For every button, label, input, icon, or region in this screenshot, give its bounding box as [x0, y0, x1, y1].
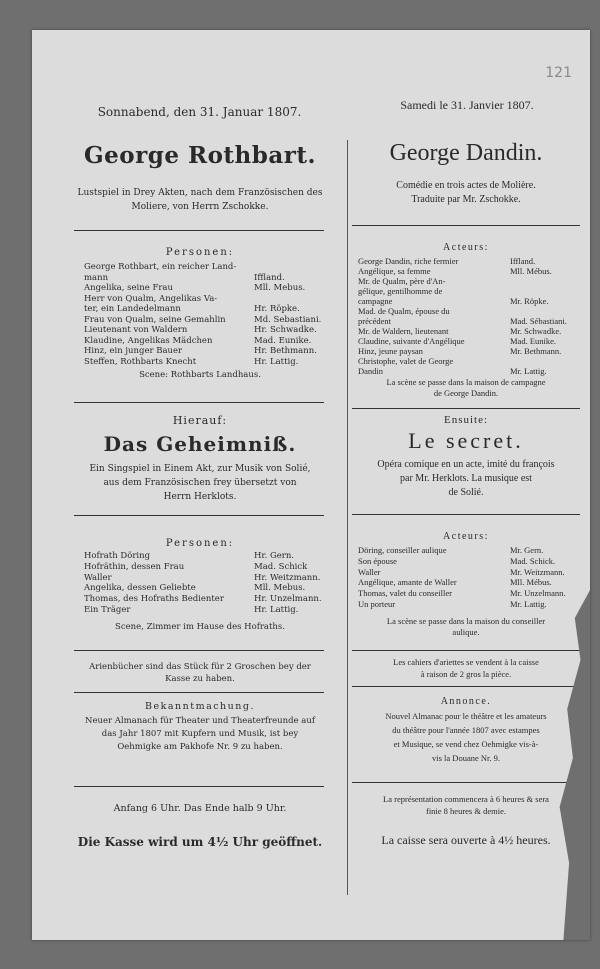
title2-german: Das Geheimniß.: [103, 432, 297, 456]
notice-heading-french: Annonce.: [440, 696, 492, 707]
actor-name: Mad. Sébastiani.: [510, 316, 567, 326]
actor-name: Mad. Schick: [254, 561, 308, 572]
subtitle2-french-3: de Solié.: [448, 487, 484, 498]
cast-row: [84, 304, 324, 315]
role-name: Waller: [84, 572, 112, 583]
torn-edge: [552, 590, 590, 940]
rule: [352, 408, 580, 409]
role-name: Frau von Qualm, seine Gemahlin: [84, 314, 226, 325]
rule: [74, 786, 324, 787]
actor-name: Hr. Schwadke.: [254, 325, 317, 335]
cast-row: [358, 276, 580, 286]
cast-heading-french: Acteurs:: [443, 242, 489, 253]
role-name: Döring, conseiller aulique: [358, 545, 447, 555]
notice-french-3: et Musique, se vend chez Oehmigke vis-à-: [393, 739, 539, 749]
cast-row: [84, 325, 324, 336]
role-name: Angélique, sa femme: [358, 266, 431, 276]
cast-row: [358, 556, 580, 567]
actor-name: Mll. Mébus.: [510, 577, 552, 588]
role-name: Hofräthin, dessen Frau: [84, 561, 185, 572]
role-name: Waller: [358, 566, 381, 577]
role-name: Hinz, jeune paysan: [358, 346, 423, 356]
cast-row: [84, 357, 324, 368]
cast-row: [358, 266, 580, 276]
actor-name: Hr. Unzelmann.: [254, 594, 322, 605]
actor-name: [510, 356, 580, 366]
cast-row: [84, 551, 324, 562]
notice-french-4: vis la Douane Nr. 9.: [432, 753, 500, 763]
notice-french-1: Nouvel Almanac pour le théâtre et les amateurs: [385, 711, 547, 721]
cast-row: [358, 356, 580, 366]
date-french: Samedi le 31. Janvier 1807.: [400, 98, 534, 112]
scene2-german: Scene, Zimmer im Hause des Hofraths.: [115, 622, 285, 632]
role-name: George Dandin, riche fermier: [358, 256, 459, 266]
cast-row: [358, 296, 580, 306]
cast-row: [84, 346, 324, 357]
cast2-heading-french: Acteurs:: [443, 531, 489, 542]
subtitle2-french-1: Opéra comique en un acte, imité du françois: [377, 459, 555, 470]
books-french-1: Les cahiers d'ariettes se vendent à la caisse: [393, 657, 539, 667]
cast2-heading-german: Personen:: [165, 538, 235, 549]
role-name: Claudine, suivante d'Angélique: [358, 336, 465, 346]
notice-heading-german: Bekanntmachung.: [144, 701, 256, 712]
role-name: Un porteur: [358, 598, 396, 609]
rule: [74, 402, 324, 403]
role-name: gélique, gentilhomme de: [358, 286, 443, 296]
cast2-list-german: [84, 551, 324, 616]
rule: [352, 782, 580, 783]
rule: [74, 650, 324, 651]
cast-row: [84, 594, 324, 605]
cast-row: [84, 262, 324, 273]
actor-name: Mr. Lattig.: [510, 598, 547, 609]
cast-row: [358, 346, 580, 356]
rule: [74, 692, 324, 693]
cast-row: [358, 306, 580, 316]
actor-name: [510, 286, 580, 296]
cast-row: [358, 286, 580, 296]
actor-name: Hr. Gern.: [254, 551, 295, 561]
cast-row: [358, 577, 580, 588]
cast-row: [358, 366, 580, 376]
rule: [352, 686, 580, 687]
column-divider: [347, 140, 348, 895]
subtitle-german-2: Moliere, von Herrn Zschokke.: [131, 202, 269, 212]
role-name: Angélique, amante de Waller: [358, 577, 457, 588]
role-name: Klaudine, Angelikas Mädchen: [84, 335, 213, 346]
then-french: Ensuite:: [443, 414, 489, 426]
actor-name: Hr. Lattig.: [254, 604, 299, 615]
role-name: Son épouse: [358, 555, 397, 566]
role-name: Angelika, dessen Geliebte: [84, 583, 196, 594]
notice-german-3: Oehmigke am Pakhofe Nr. 9 zu haben.: [117, 742, 283, 752]
cast-row: [84, 583, 324, 594]
role-name: Mr. de Qualm, père d'An-: [358, 276, 446, 286]
actor-name: Mad. Schick.: [510, 555, 556, 566]
role-name: mann: [84, 272, 109, 283]
archive-page-number: 121: [545, 65, 572, 81]
actor-name: Mr. Weitzmann.: [510, 566, 565, 577]
subtitle2-german-3: Herrn Herklots.: [163, 492, 237, 502]
subtitle2-german-1: Ein Singspiel in Einem Akt, zur Musik von Solié,: [89, 464, 311, 474]
role-name: ter, ein Landedelmann: [84, 304, 181, 314]
cast-list-french: [358, 256, 580, 376]
role-name: précédent: [358, 316, 392, 326]
then-german: Hierauf:: [172, 414, 228, 427]
subtitle-french-1: Comédie en trois actes de Molière.: [396, 180, 536, 191]
actor-name: Mr. Schwadke.: [510, 326, 562, 336]
role-name: George Rothbart, ein reicher Land-: [84, 262, 237, 272]
actor-name: Hr. Bethmann.: [254, 346, 317, 356]
actor-name: [510, 306, 580, 316]
cast2-list-french: [358, 545, 580, 610]
title2-french: Le secret.: [408, 428, 524, 453]
cast-row: [358, 567, 580, 578]
notice-french-2: du théâtre pour l'année 1807 avec estampes: [392, 725, 540, 735]
cast-row: [358, 545, 580, 556]
cast-row: [84, 273, 324, 284]
rule: [352, 225, 580, 226]
subtitle2-german-2: aus dem Französischen frey übersetzt von: [103, 478, 297, 488]
notice-german-1: Neuer Almanach für Theater und Theaterfreunde auf: [85, 716, 315, 726]
cast-row: [84, 605, 324, 616]
role-name: Ein Träger: [84, 604, 131, 615]
playbill-page: [32, 30, 590, 940]
date-german: Sonnabend, den 31. Januar 1807.: [97, 105, 302, 119]
cast-row: [358, 599, 580, 610]
actor-name: [254, 262, 324, 273]
books-german-2: Kasse zu haben.: [165, 674, 235, 684]
cast-list-german: [84, 262, 324, 367]
times-french-1: La représentation commencera à 6 heures & sera: [383, 794, 549, 804]
books-french-2: à raison de 2 gros la pièce.: [420, 669, 512, 679]
role-name: Hofrath Döring: [84, 551, 151, 561]
role-name: campagne: [358, 296, 393, 306]
scene-french-1: La scène se passe dans la maison de campagne: [386, 377, 546, 387]
rule: [74, 515, 324, 516]
cast-row: [84, 294, 324, 305]
actor-name: Iffland.: [510, 256, 536, 266]
rule: [74, 230, 324, 231]
cast-row: [358, 316, 580, 326]
cast-row: [84, 315, 324, 326]
role-name: Steffen, Rothbarts Knecht: [84, 356, 197, 367]
actor-name: Mr. Bethmann.: [510, 346, 562, 356]
cast-row: [358, 256, 580, 266]
role-name: Lieutenant von Waldern: [84, 325, 188, 335]
role-name: Christophe, valet de George: [358, 356, 454, 366]
actor-name: Hr. Röpke.: [254, 304, 300, 314]
box-office-french: La caisse sera ouverte à 4½ heures.: [381, 833, 551, 847]
title-french: George Dandin.: [389, 140, 543, 166]
cast-row: [358, 326, 580, 336]
cast-row: [84, 336, 324, 347]
cast-heading-german: Personen:: [165, 247, 235, 258]
role-name: Angelika, seine Frau: [84, 283, 173, 293]
actor-name: Md. Sebastiani.: [254, 314, 322, 325]
scene2-french-1: La scène se passe dans la maison du conseiller: [386, 616, 546, 626]
box-office-german: Die Kasse wird um 4½ Uhr geöffnet.: [77, 835, 323, 849]
cast-row: [84, 573, 324, 584]
subtitle-german-1: Lustspiel in Drey Akten, nach dem Französischen des: [77, 188, 323, 198]
role-name: Hinz, ein junger Bauer: [84, 346, 183, 356]
actor-name: Hr. Weitzmann.: [254, 572, 321, 583]
role-name: Mad. de Qualm, épouse du: [358, 306, 450, 316]
actor-name: Mll. Mebus.: [254, 283, 306, 293]
actor-name: Mad. Eunike.: [254, 335, 312, 346]
actor-name: Mll. Mébus.: [510, 266, 552, 276]
rule: [352, 514, 580, 515]
role-name: Dandin: [358, 366, 384, 376]
actor-name: Mad. Eunike.: [510, 336, 557, 346]
actor-name: Mr. Gern.: [510, 545, 544, 555]
books-german-1: Arienbücher sind das Stück für 2 Groschen bey der: [89, 662, 311, 672]
role-name: Thomas, valet du conseiller: [358, 588, 452, 599]
actor-name: Mll. Mebus.: [254, 583, 306, 594]
actor-name: Hr. Lattig.: [254, 356, 299, 367]
title-german: George Rothbart.: [84, 142, 316, 169]
actor-name: [254, 294, 324, 305]
rule: [352, 650, 580, 651]
actor-name: Mr. Röpke.: [510, 296, 549, 306]
actor-name: Mr. Lattig.: [510, 366, 547, 376]
times-german: Anfang 6 Uhr. Das Ende halb 9 Uhr.: [113, 803, 287, 814]
subtitle2-french-2: par Mr. Herklots. La musique est: [400, 473, 532, 484]
actor-name: Iffland.: [254, 272, 285, 283]
role-name: Mr. de Waldern, lieutenant: [358, 326, 449, 336]
subtitle-french-2: Traduite par Mr. Zschokke.: [411, 194, 521, 205]
role-name: Thomas, des Hofraths Bedienter: [84, 594, 224, 605]
actor-name: Mr. Unzelmann.: [510, 588, 566, 599]
scene-german: Scene: Rothbarts Landhaus.: [139, 370, 261, 380]
times-french-2: finie 8 heures & demie.: [425, 806, 506, 816]
role-name: Herr von Qualm, Angelikas Va-: [84, 293, 218, 304]
cast-row: [358, 588, 580, 599]
cast-row: [84, 562, 324, 573]
notice-german-2: das Jahr 1807 mit Kupfern und Musik, ist bey: [101, 729, 299, 739]
cast-row: [84, 283, 324, 294]
scene-french-2: de George Dandin.: [433, 388, 499, 398]
actor-name: [510, 276, 580, 286]
scene2-french-2: aulique.: [452, 627, 480, 637]
cast-row: [358, 336, 580, 346]
